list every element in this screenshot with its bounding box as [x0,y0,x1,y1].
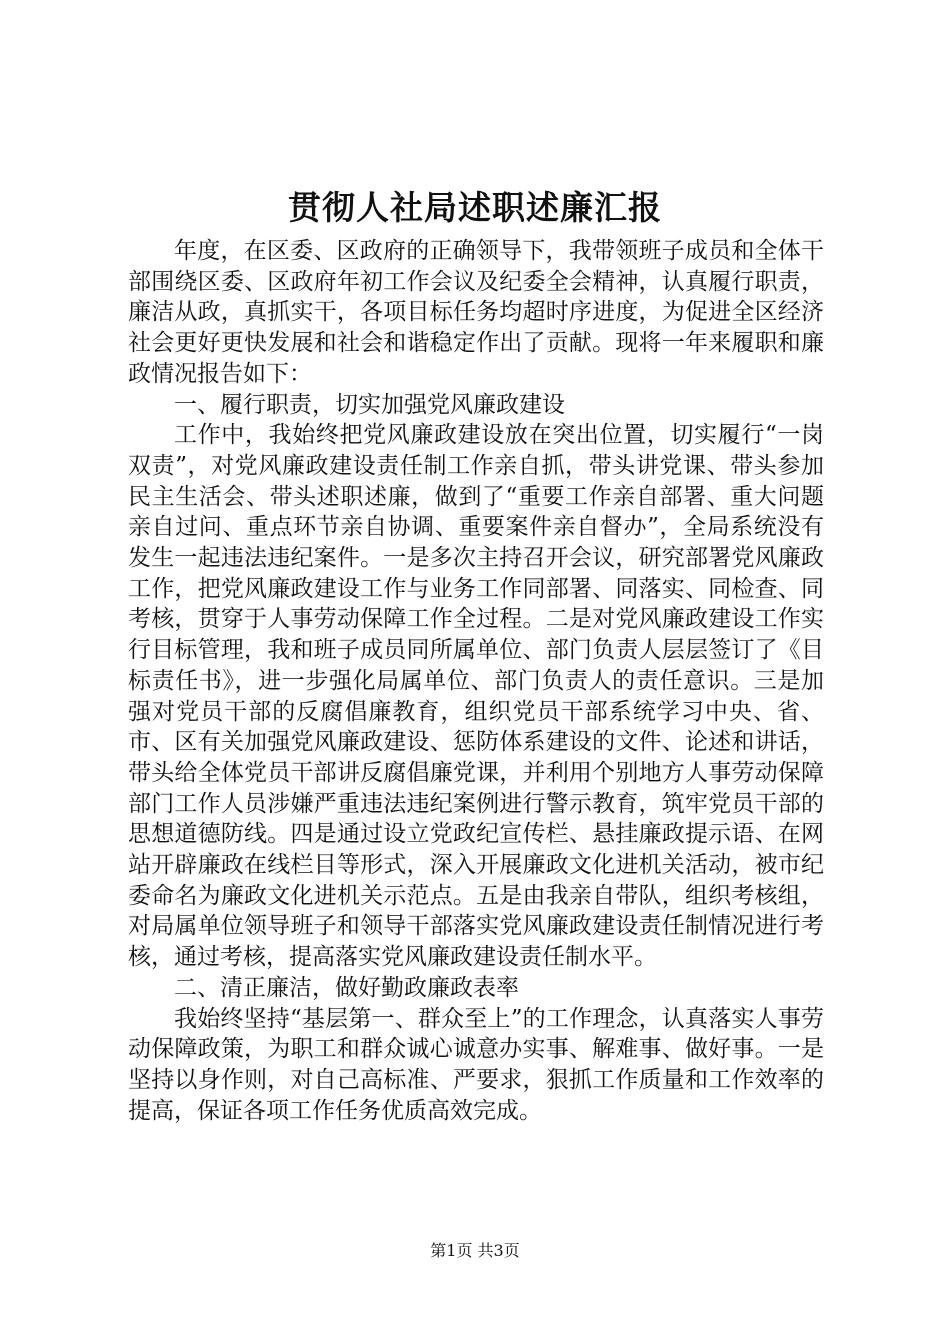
section-2-paragraph: 我始终坚持“基层第一、群众至上”的工作理念，认真落实人事劳动保障政策，为职工和群众诚心诚意办实事、解难事、做好事。一是坚持以身作则，对自己高标准、严要求，狠抓工作质量和工作效率的提高，保证各项工作任务优质高效完成。 [128,1005,824,1124]
section-1-paragraph: 工作中，我始终把党风廉政建设放在突出位置，切实履行“一岗双责”，对党风廉政建设责任制工作亲自抓，带头讲党课、带头参加民主生活会、带头述职述廉，做到了“重要工作亲自部署、重大问题亲自过问、重点环节亲自协调、重要案件亲自督办”，全局系统没有发生一起违法违纪案件。一是多次主持召开会议，研究部署党风廉政工作，把党风廉政建设工作与业务工作同部署、同落实、同检查、同考核，贯穿于人事劳动保障工作全过程。二是对党风廉政建设工作实行目标管理，我和班子成员同所属单位、部门负责人层层签订了《目标责任书》，进一步强化局属单位、部门负责人的责任意识。三是加强对党员干部的反腐倡廉教育，组织党员干部系统学习中央、省、市、区有关加强党风廉政建设、惩防体系建设的文件、论述和讲话，带头给全体党员干部讲反腐倡廉党课，并利用个别地方人事劳动保障部门工作人员涉嫌严重违法违纪案例进行警示教育，筑牢党员干部的思想道德防线。四是通过设立党政纪宣传栏、悬挂廉政提示语、在网站开辟廉政在线栏目等形式，深入开展廉政文化进机关活动，被市纪委命名为廉政文化进机关示范点。五是由我亲自带队，组织考核组，对局属单位领导班子和领导干部落实党风廉政建设责任制情况进行考核，通过考核，提高落实党风廉政建设责任制水平。 [128,422,824,971]
document-body [128,236,824,1126]
intro-paragraph: 年度，在区委、区政府的正确领导下，我带领班子成员和全体干部围绕区委、区政府年初工作会议及纪委全会精神，认真履行职责，廉洁从政，真抓实干，各项目标任务均超时序进度，为促进全区经济社会更好更快发展和社会和谐稳定作出了贡献。现将一年来履职和廉政情况报告如下： [128,238,824,387]
page-number-footer: 第1页 共3页 [430,1241,520,1260]
section-1-heading: 一、履行职责，切实加强党风廉政建设 [174,391,565,418]
document-title: 贯彻人社局述职述廉汇报 [288,188,662,227]
section-2-heading: 二、清正廉洁，做好勤政廉政表率 [174,974,519,1001]
